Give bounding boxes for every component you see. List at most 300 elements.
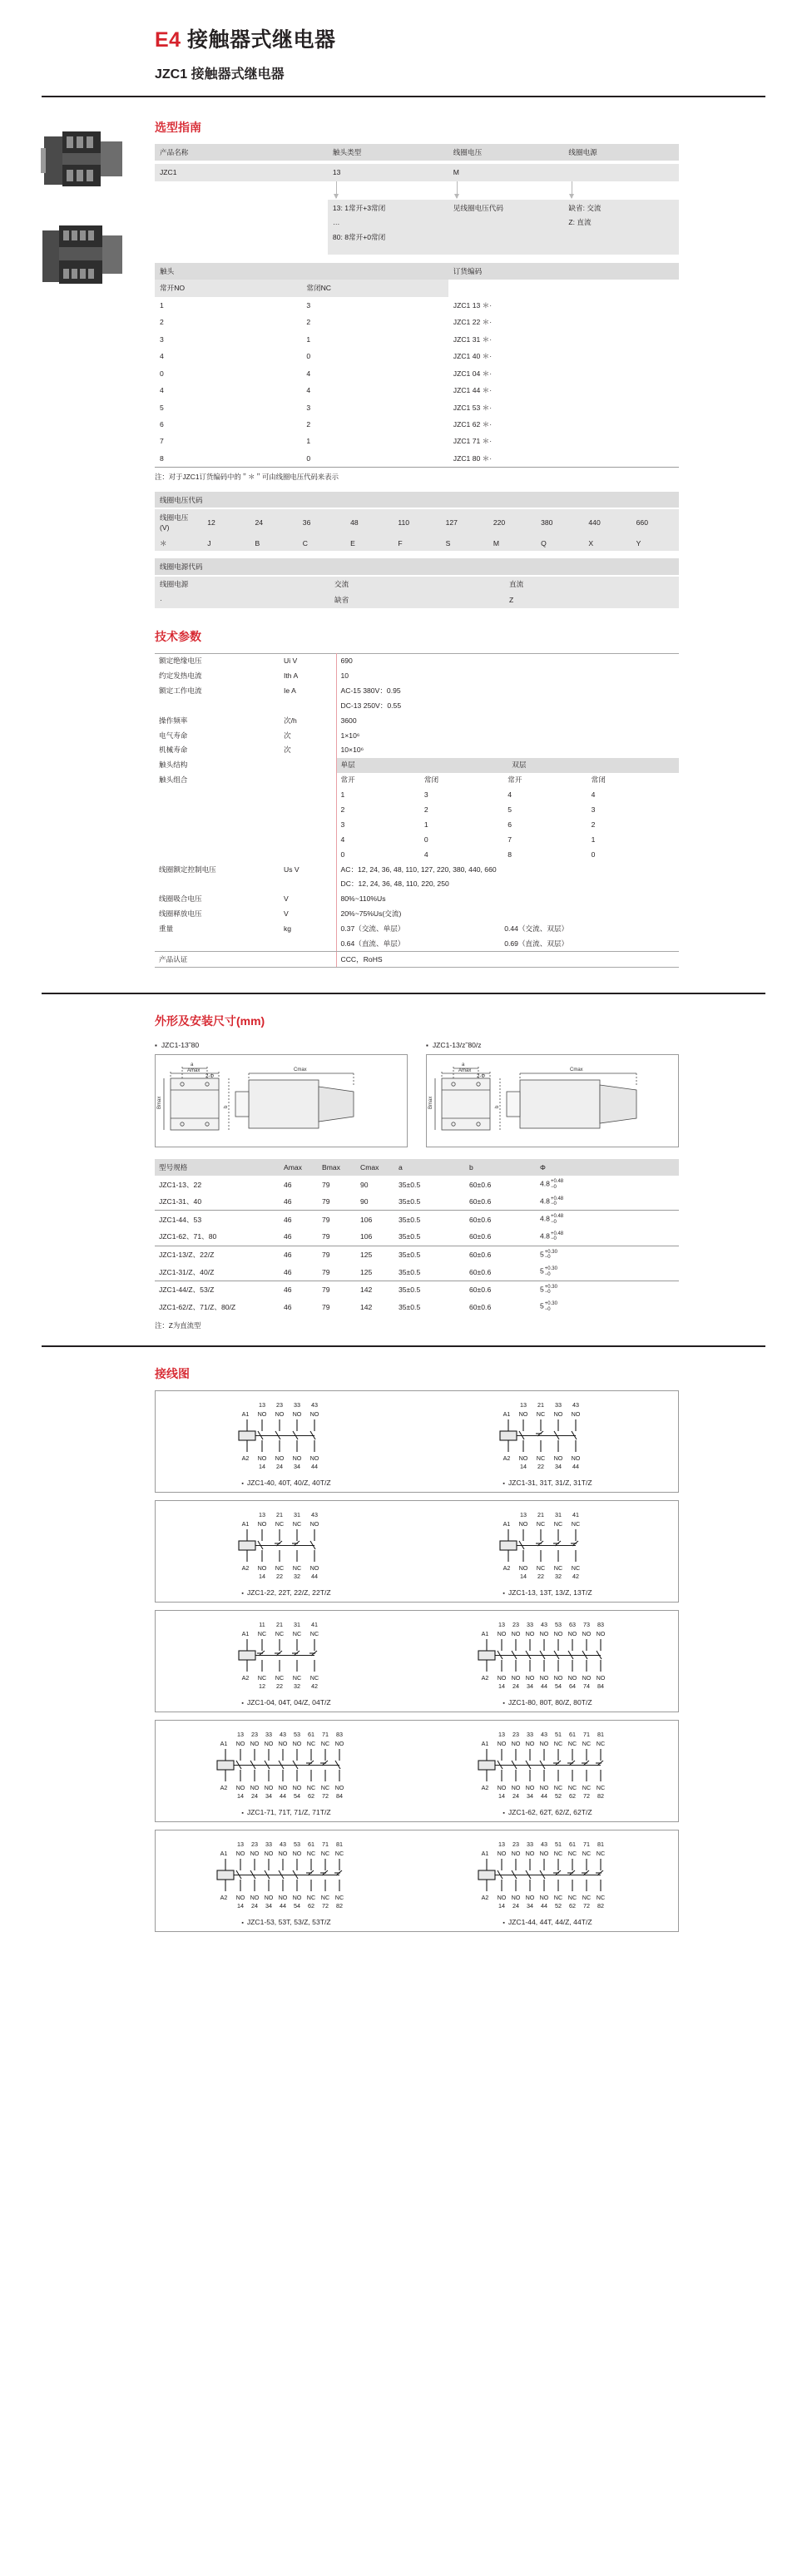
section-heading-dimensions: 外形及安装尺寸(mm) [155,1014,265,1028]
svg-text:NC: NC [567,1850,577,1858]
svg-text:14: 14 [237,1902,244,1910]
table-row [155,450,679,467]
svg-text:53: 53 [555,1621,562,1629]
dim-b: 60±0.6 [469,1180,492,1189]
svg-text:NC: NC [567,1740,577,1748]
svg-text:71: 71 [583,1731,590,1739]
svg-text:NO: NO [518,1454,528,1463]
dim-phi: 5+0.30 −0 [540,1284,557,1295]
svg-text:NO: NO [539,1850,549,1858]
svg-text:13: 13 [520,1511,527,1519]
coil-voltage-code-table [155,492,679,551]
table-row [155,877,679,892]
svg-text:43: 43 [311,1511,318,1519]
page-title [155,23,807,53]
svg-text:64: 64 [569,1682,576,1691]
tech-symbol: Us V [284,864,300,874]
wiring-card [155,1830,679,1932]
wiring-diagrams-block [155,1390,807,1932]
svg-text:72: 72 [583,1792,590,1801]
svg-text:NC: NC [334,1850,344,1858]
svg-text:NC: NC [553,1520,563,1528]
svg-text:A2: A2 [481,1784,489,1792]
dim-b: 60±0.6 [469,1302,492,1311]
coil-voltage-values-row [155,509,679,535]
svg-text:NO: NO [292,1784,302,1792]
contact-no-cell: 8 [160,453,164,463]
svg-text:22: 22 [537,1573,544,1581]
svg-text:42: 42 [311,1682,318,1691]
svg-text:NO: NO [264,1850,274,1858]
dim-a: 35±0.5 [399,1250,421,1259]
structure-single-layer: 单层 [337,758,508,773]
section-heading-selection-guide: 选型指南 [155,121,201,134]
svg-text:41: 41 [572,1511,579,1519]
svg-text:32: 32 [555,1573,562,1581]
table-row [155,743,679,758]
structure-double-layer: 双层 [507,758,679,773]
svg-text:44: 44 [280,1902,286,1910]
selection-value-coil-power [563,164,679,181]
dimension-drawing-ac [155,1054,408,1147]
svg-text:NC: NC [567,1894,577,1902]
svg-text:A2: A2 [481,1674,489,1682]
svg-text:13: 13 [259,1401,265,1409]
section-heading-wiring: 接线图 [155,1367,190,1381]
svg-text:NC: NC [292,1630,302,1638]
tech-value: 690 [336,653,679,668]
page-header [0,0,807,97]
tech-value: DC-13 250V：0.55 [336,698,679,713]
tech-symbol [280,877,336,892]
section-heading-tech-params: 技术参数 [155,629,201,643]
combo-values [336,788,679,803]
svg-text:NO: NO [275,1454,285,1463]
dim-amax: 46 [284,1215,292,1224]
svg-text:NC: NC [306,1850,316,1858]
svg-text:NO: NO [250,1784,260,1792]
svg-text:NO: NO [497,1630,507,1638]
svg-text:NC: NC [553,1740,563,1748]
svg-text:NC: NC [582,1850,592,1858]
dim-bmax: 79 [318,1228,356,1246]
tech-rows2-body [155,862,679,922]
product-series-code: E4 [155,28,181,52]
svg-text:14: 14 [237,1792,244,1801]
certification-row [155,952,679,968]
coil-power-cols-row [155,577,679,592]
svg-text:NO: NO [264,1894,274,1902]
svg-text:13: 13 [498,1621,505,1629]
svg-text:A1: A1 [503,1410,511,1419]
contact-nc-cell: 3 [306,403,311,412]
dimensions-rows-body [155,1176,679,1315]
dim-b: 60±0.6 [465,1193,536,1211]
svg-text:13: 13 [498,1840,505,1849]
combo-cell: 5 [507,805,512,814]
svg-text:NC: NC [320,1894,330,1902]
svg-text:NC: NC [596,1740,606,1748]
dim-bmax: 79 [322,1302,330,1311]
dim-amax: 46 [284,1180,292,1189]
svg-text:A2: A2 [241,1674,250,1682]
dim-model: JZC1-13/Z、22/Z [159,1250,215,1259]
coil-voltage-code: E [345,535,393,551]
svg-text:33: 33 [527,1840,533,1849]
dim-b: 60±0.6 [469,1250,492,1259]
tech-symbol: 次 [284,731,291,740]
dim-model: JZC1-13、22 [159,1180,202,1189]
svg-text:a: a [462,1063,465,1068]
svg-text:61: 61 [308,1840,314,1849]
dim-amax: 46 [284,1250,292,1259]
combo-label-empty [155,788,280,803]
combo-label-empty [155,847,280,862]
tech-symbol: 次 [284,746,291,755]
contact-nc-cell: 4 [306,369,311,378]
svg-text:22: 22 [276,1682,283,1691]
table-row [155,1211,679,1228]
svg-text:NO: NO [497,1740,507,1748]
table-row [155,653,679,668]
svg-text:34: 34 [527,1902,533,1910]
svg-text:NO: NO [525,1630,535,1638]
svg-text:NC: NC [596,1894,606,1902]
coil-power-col-ac: 交流 [329,577,504,592]
svg-text:A1: A1 [481,1630,489,1638]
product-images [21,123,146,315]
combo-rows-body [155,788,679,862]
contact-nc-cell: 0 [306,352,311,361]
svg-text:NC: NC [309,1674,319,1682]
svg-text:NO: NO [511,1850,521,1858]
table-row [155,1228,679,1246]
svg-text:24: 24 [512,1902,519,1910]
combo-sym-empty [280,847,336,862]
tolerance: +0.48 −0 [550,1179,564,1190]
svg-text:44: 44 [280,1792,286,1801]
selection-detail-empty [155,200,328,255]
selection-detail-coil-power [563,200,679,255]
table-row [155,314,679,330]
svg-text:NO: NO [525,1674,535,1682]
table-row [155,817,679,832]
wiring-diagram-caption: ▪ JZC1-53, 53T, 53/Z, 53T/Z [156,1918,417,1926]
svg-text:34: 34 [527,1792,533,1801]
svg-text:82: 82 [597,1792,604,1801]
combo-values [336,802,679,817]
arrow-spacer [155,181,328,200]
coil-voltage-value: 440 [583,509,631,535]
svg-text:24: 24 [512,1682,519,1691]
svg-text:NC: NC [292,1564,302,1573]
dim-cmax: 106 [360,1215,373,1224]
dim-bmax: 79 [318,1193,356,1211]
contact-order-header-row [155,263,679,280]
svg-text:NC: NC [275,1520,285,1528]
svg-text:A1: A1 [220,1850,228,1858]
svg-text:42: 42 [572,1573,579,1581]
svg-text:43: 43 [541,1621,547,1629]
wiring-card [155,1720,679,1822]
wiring-diagram-caption: ▪ JZC1-04, 04T, 04/Z, 04T/Z [156,1698,417,1707]
svg-text:A1: A1 [220,1740,228,1748]
dim-phi: 4.8+0.48 −0 [536,1228,679,1246]
dim-amax: 46 [280,1193,318,1211]
svg-text:52: 52 [555,1902,562,1910]
svg-text:NO: NO [309,1410,319,1419]
svg-text:62: 62 [308,1792,314,1801]
contact-no-cell: 0 [160,369,164,378]
svg-text:62: 62 [308,1902,314,1910]
contact-no-cell: 4 [160,386,164,395]
wiring-diagram-caption: ▪ JZC1-62, 62T, 62/Z, 62T/Z [417,1808,678,1816]
wiring-diagram-caption: ▪ JZC1-22, 22T, 22/Z, 22T/Z [156,1588,417,1597]
svg-text:14: 14 [520,1463,527,1471]
wiring-diagram-caption: ▪ JZC1-13, 13T, 13/Z, 13T/Z [417,1588,678,1597]
wiring-diagram [156,1399,417,1487]
table-row [155,907,679,922]
dim-header-model: 型号规格 [155,1159,280,1176]
wiring-diagram [417,1839,678,1926]
svg-text:24: 24 [251,1792,258,1801]
selection-detail-contact-type [328,200,448,255]
svg-text:43: 43 [572,1401,579,1409]
table-row [155,698,679,713]
product-image-single-layer [21,123,146,204]
svg-text:32: 32 [294,1573,300,1581]
order-subheader-empty [448,280,679,296]
svg-text:A1: A1 [241,1630,250,1638]
contact-nc-cell: 0 [306,453,311,463]
svg-text:43: 43 [541,1731,547,1739]
coil-voltage-code-block [155,492,807,551]
svg-text:NO: NO [334,1784,344,1792]
table-row [155,399,679,416]
svg-text:NO: NO [553,1410,563,1419]
svg-text:21: 21 [537,1511,544,1519]
selection-value-coil-voltage: M [448,164,564,181]
svg-text:53: 53 [294,1840,300,1849]
dim-header-a: a [394,1159,465,1176]
weight-row-1 [155,922,679,937]
svg-text:NC: NC [306,1784,316,1792]
dim-bmax: 79 [318,1263,356,1281]
dim-phi: 5+0.30 −0 [540,1301,557,1312]
svg-text:23: 23 [512,1731,519,1739]
svg-text:NO: NO [235,1740,245,1748]
dim-cmax: 125 [360,1250,373,1259]
svg-text:NC: NC [257,1674,267,1682]
contact-no-cell: 1 [160,300,164,310]
svg-text:14: 14 [259,1463,265,1471]
svg-text:62: 62 [569,1792,576,1801]
dim-b: 60±0.6 [465,1228,536,1246]
svg-text:NO: NO [497,1784,507,1792]
dim-a: 35±0.5 [394,1263,465,1281]
svg-text:13: 13 [237,1840,244,1849]
svg-text:14: 14 [498,1792,505,1801]
tech-label: 线圈额定控制电压 [159,864,216,874]
svg-text:22: 22 [276,1573,283,1581]
svg-text:44: 44 [572,1463,579,1471]
svg-text:NC: NC [320,1740,330,1748]
svg-text:NO: NO [525,1850,535,1858]
table-row [155,348,679,364]
svg-text:NC: NC [553,1894,563,1902]
tolerance: +0.48 −0 [550,1214,564,1225]
svg-text:2-Φ: 2-Φ [477,1074,486,1080]
svg-text:2-Φ: 2-Φ [205,1074,215,1080]
selection-header-coil-voltage: 线圈电压 [448,144,564,161]
tech-label: 操作频率 [159,716,188,725]
dim-b: 60±0.6 [469,1215,492,1224]
combo-values [336,847,679,862]
weight-label: 重量 [159,924,174,934]
svg-text:NC: NC [596,1784,606,1792]
dim-cmax: 90 [360,1180,369,1189]
svg-text:NC: NC [275,1564,285,1573]
svg-text:22: 22 [537,1463,544,1471]
section-divider-wiring [42,1345,765,1347]
dim-model: JZC1-31、40 [155,1193,280,1211]
table-row [155,713,679,728]
tech-symbol: V [284,894,289,904]
wiring-diagram-caption: ▪ JZC1-44, 44T, 44/Z, 44T/Z [417,1918,678,1926]
coil-voltage-row-label: 线圈电压 (V) [155,509,202,535]
svg-text:32: 32 [294,1682,300,1691]
contact-nc-cell: 1 [306,437,311,446]
svg-text:61: 61 [569,1840,576,1849]
contact-no-cell: 7 [160,437,164,446]
arrow-coil-voltage [448,181,564,200]
svg-text:31: 31 [294,1511,300,1519]
svg-text:NC: NC [571,1520,581,1528]
svg-text:31: 31 [555,1511,562,1519]
svg-text:84: 84 [597,1682,604,1691]
svg-text:71: 71 [583,1840,590,1849]
table-row [155,1176,679,1193]
svg-text:NO: NO [278,1894,288,1902]
svg-text:33: 33 [294,1401,300,1409]
tech-symbol [280,698,336,713]
arrow-contact-type [328,181,448,200]
svg-text:24: 24 [276,1463,283,1471]
contact-nc-cell: 3 [306,300,311,310]
combo-cell: 4 [340,835,345,844]
weight-values-dc [336,936,679,951]
coil-power-codes-row [155,592,679,608]
wiring-diagram [417,1399,678,1487]
coil-voltage-code-label: ＊ [155,535,202,551]
tech-value: AC：12, 24, 36, 48, 110, 127, 220, 380, 440, 660 [336,862,679,877]
tolerance: +0.30 −0 [544,1249,557,1260]
combo-cell: 6 [507,820,512,829]
svg-text:23: 23 [251,1840,258,1849]
combo-sub-nc-double: 常闭 [591,775,606,785]
svg-text:NO: NO [497,1850,507,1858]
dim-phi: 4.8+0.48 −0 [540,1179,564,1190]
svg-text:21: 21 [276,1621,283,1629]
tech-label: 线圈释放电压 [159,909,202,919]
svg-text:NO: NO [596,1674,606,1682]
svg-text:NO: NO [571,1410,581,1419]
coil-power-code-dc: Z [504,592,679,608]
dim-model: JZC1-44/Z、53/Z [159,1286,215,1295]
tech-value: 10 [336,668,679,683]
tolerance: +0.30 −0 [544,1284,557,1295]
order-code-header: 订货编码 [448,263,679,280]
svg-text:NO: NO [571,1454,581,1463]
contact-order-table [155,263,679,467]
coil-voltage-code: F [393,535,440,551]
certification-value: CCC，RoHS [336,952,679,968]
svg-text:NC: NC [536,1564,546,1573]
svg-text:63: 63 [569,1621,576,1629]
table-row [155,297,679,314]
svg-text:NO: NO [553,1674,563,1682]
tech-label: 额定绝缘电压 [159,656,202,666]
svg-text:73: 73 [583,1621,590,1629]
combo-cell: 0 [591,850,596,859]
detail-power-line-1: 缺省: 交流 [568,203,602,212]
svg-text:NO: NO [257,1454,267,1463]
svg-text:NO: NO [292,1454,302,1463]
svg-text:NC: NC [292,1520,302,1528]
dim-cmax: 142 [360,1286,373,1295]
combo-cell: 4 [591,790,596,800]
tolerance: +0.30 −0 [544,1301,557,1312]
dim-phi: 5+0.30 −0 [540,1249,557,1260]
svg-text:NO: NO [278,1740,288,1748]
selection-detail-row [155,200,679,255]
svg-text:NC: NC [553,1850,563,1858]
contact-no-cell: 2 [160,318,164,327]
dim-header-amax: Amax [280,1159,318,1176]
table-row [155,1193,679,1211]
tech-symbol: Ui V [284,656,298,666]
contact-table-bottom-rule [155,467,679,468]
coil-power-row-label: 线圈电源 [155,577,329,592]
combo-cell: 1 [591,835,596,844]
table-row [155,862,679,877]
coil-voltage-value: 660 [631,509,679,535]
combo-cell: 1 [423,820,428,829]
svg-text:NO: NO [539,1674,549,1682]
selection-value-product-name: JZC1 [155,164,328,181]
tolerance: +0.48 −0 [550,1231,564,1242]
svg-text:b: b [495,1105,500,1109]
detail-contact-line-3: 80: 8常开+0常闭 [332,232,386,241]
table-row [155,728,679,743]
dim-a: 35±0.5 [394,1193,465,1211]
svg-text:14: 14 [520,1573,527,1581]
svg-text:NO: NO [264,1784,274,1792]
svg-text:b: b [224,1105,229,1109]
svg-text:NO: NO [553,1454,563,1463]
svg-text:NO: NO [257,1564,267,1573]
table-row [155,416,679,433]
selection-guide-block [155,144,807,468]
weight-label-empty [155,936,280,951]
coil-voltage-code: C [298,535,345,551]
svg-text:NC: NC [571,1564,581,1573]
svg-text:43: 43 [311,1401,318,1409]
svg-text:NC: NC [275,1630,285,1638]
svg-text:NO: NO [511,1784,521,1792]
tech-value: 3600 [336,713,679,728]
coil-power-col-dc: 直流 [504,577,679,592]
